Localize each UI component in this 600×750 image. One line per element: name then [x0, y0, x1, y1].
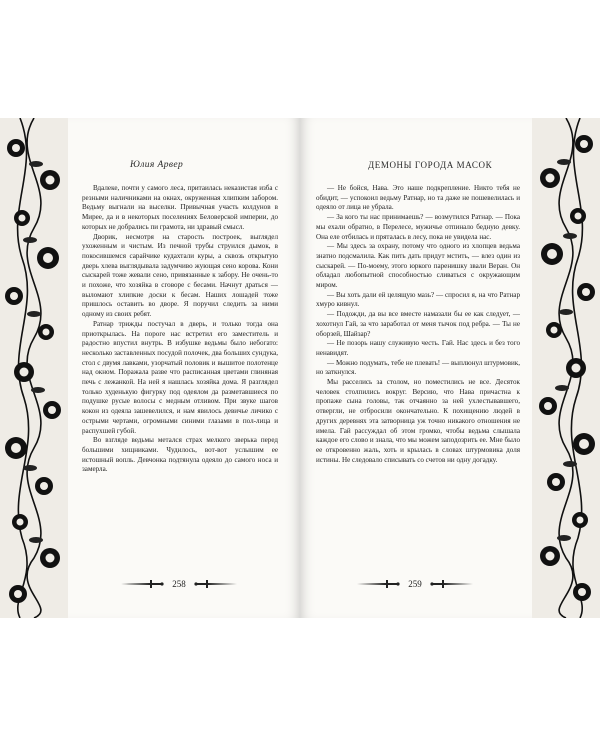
floral-border-ornament-icon	[532, 118, 600, 618]
paragraph: — Подожди, да вы все вместе намазали бы ее как следует, — хохотнул Гай, за что заработал от меня тычок под ребра. — Ты не оборзей, Шайзар?	[316, 310, 520, 338]
floral-border-ornament-icon	[0, 118, 68, 618]
paragraph: — За кого ты нас принимаешь? — возмутился Ратнар. — Пока мы ехали обратно, в Перелесе, мужичье отпинало бедную девку. Она еле отбилась и пряталась в лесу, пока не увидела нас.	[316, 213, 520, 241]
sword-ornament-icon	[194, 579, 238, 589]
page-number: 258	[172, 579, 186, 589]
sword-ornament-icon	[120, 579, 164, 589]
left-folio	[104, 576, 254, 592]
paragraph: Вдалеке, почти у самого леса, притаилась неказистая изба с резными наличниками на окнах, окруженная хлипким забором. Ведьму выгнали на выселки. Привычная участь колдунов в Мирее, да и в некоторых поселениях Беловерской империи, до которых не добрались пи грамота, ни здравый смысл.	[82, 184, 278, 231]
paragraph: — Можно подумать, тебе не плевать! — выплюнул штурмовик, но заткнулся.	[316, 358, 520, 377]
sword-ornament-icon	[430, 579, 474, 589]
running-head-author: Юлия Арвер	[130, 160, 184, 170]
left-page	[0, 118, 300, 618]
paragraph: Мы расселись за столом, но поместились не все. Десяток человек столпились вокруг. Версию, что Нава причастна к пропаже сына головы, так отчаянно за ней ухлестывавшего, отвергли, не отбросили окончательно. К похищению людей в других деревнях эта затворница уж точно никакого отношения не имела. Гай рассуждал об этом громко, чтобы ведьма слышала каждое его слово и знала, что мы можем заподозрить ее. Мне было ее откровенно жаль, хоть и крылась в словах штурмовика доля истины. Не следовало списывать со счетов ни одну догадку.	[316, 378, 520, 464]
right-page-body	[316, 184, 520, 576]
paragraph: Во взгляде ведьмы метался страх мелкого зверька перед большими хищниками. Чудилось, вот-вот услышим ее истошный вопль. Девчонка подтянула одеяло до самого носа и замерла.	[82, 436, 278, 474]
paragraph: — Мы здесь за охрану, потому что одного из хлопцев ведьма знатно подсмалила. Как пить дать придут мстить, — влез один из сыскарей. — По-моему, этого юркого паренишку звали Веран. Он обладал любопытной способностью сливаться с окружающим миром.	[316, 242, 520, 290]
running-head-book-title: ДЕМОНЫ ГОРОДА МАСОК	[368, 160, 493, 170]
sword-ornament-icon	[356, 579, 400, 589]
paragraph: — Вы хоть дали ей целящую мазь? — спросил я, на что Ратнар хмуро кивнул.	[316, 290, 520, 309]
right-folio	[340, 576, 490, 592]
left-page-body	[82, 184, 278, 576]
paragraph: Ратнар трижды постучал в дверь, и только тогда она приоткрылась. На пороге нас встретил его заместитель и радостно впустил внутрь. В избушке ведьмы было небогато: несколько заставленных посудой полочек, два больших сундука, стол с двумя лавками, узорчатый половик и вышитое полотенце над окном. Поражала разве что расписанная цветами глиняная печь с лежанкой. На ней я нашлась хозяйка дома. Я разглядел только худенькую фигурку под одеялом да разметавшиеся по подушке русые волосы с медным отливом. При звуке шагов кокон из одеяла зашевелился, и нам явилось девичье личико с острыми чертами, огромными синими глазами в пол-лица и распухшей губой.	[82, 319, 278, 435]
paragraph: — Не бойся, Нава. Это наше подкрепление. Никто тебя не обидит, — успокоил ведьму Ратнар, но та даже не пошевелилась и одеяло от лица не убрала.	[316, 184, 520, 212]
right-page	[300, 118, 600, 618]
page-number: 259	[408, 579, 422, 589]
paragraph: Дворик, несмотря на старость построек, выглядел ухоженным и чистым. Из печной трубы струился дымок, в покосившемся сарайчике кудахтали куры, а сквозь открытую дверь хлева выглядывала задумчиво жующая сено корова. Кони сыскарей тоже жевали сено, привязанные к забору. Не очень-то и похоже, что хозяйка в сговоре с бесами. Начнут драться — выломают хлипкие доски к бесам. Наших лошадей тоже пришлось оставить во дворе. Я поручил следить за ними одному из своих ребят.	[82, 232, 278, 319]
paragraph: — Не позорь нашу служивую честь. Гай. Нас здесь и без того ненавидят.	[316, 339, 520, 357]
